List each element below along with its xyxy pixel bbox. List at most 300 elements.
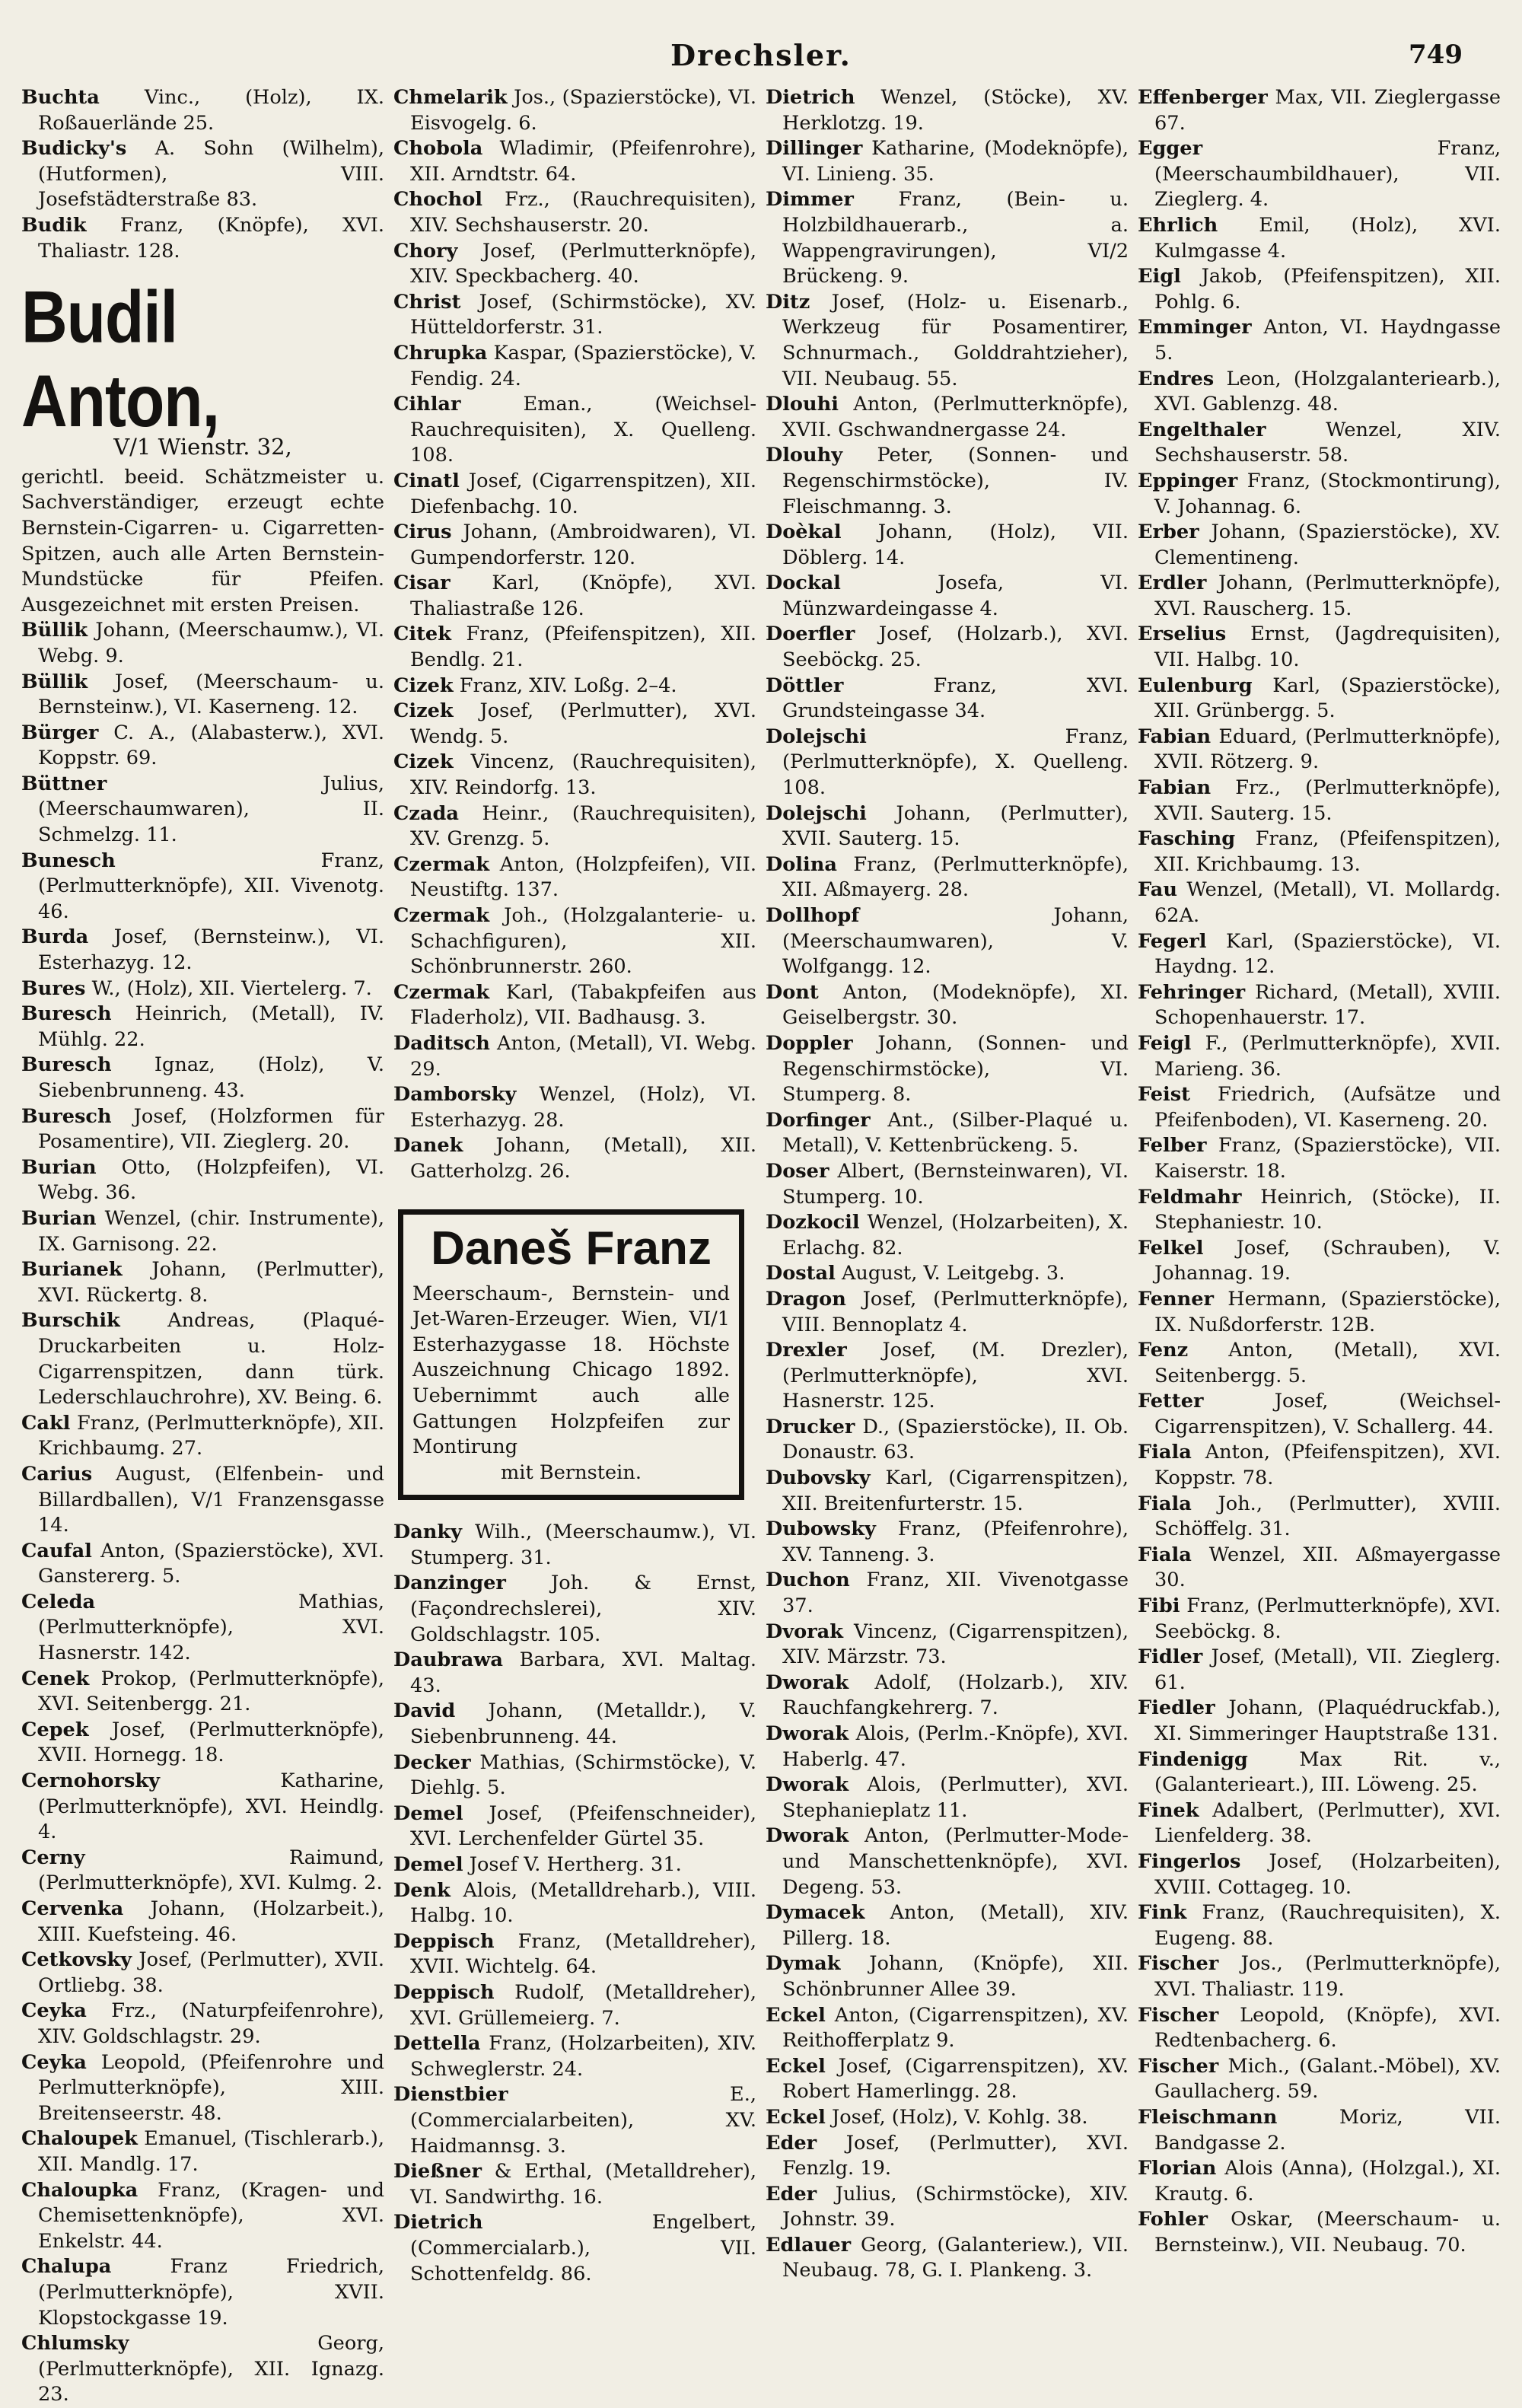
entry-details: Franz, (Pfeifenrohre), XV. Tanneng. 3. xyxy=(782,1518,1129,1566)
directory-entry xyxy=(21,2126,384,2177)
entry-details: Josefa, VI. Münzwardeingasse 4. xyxy=(782,572,1129,620)
entry-name: Ehrlich xyxy=(1138,213,1218,237)
entry-name: Buresch xyxy=(21,1053,112,1077)
directory-entry xyxy=(766,1287,1129,1338)
advertisement xyxy=(21,275,384,618)
entry-name: Eulenburg xyxy=(1138,674,1253,697)
entry-details: Johann, (Metall), XII. Gatterholzg. 26. xyxy=(410,1134,756,1183)
entry-details: Franz, (Holzarbeiten), XIV. Schweglerstr. 24. xyxy=(410,2032,756,2081)
entry-details: Anton, (Cigarrenspitzen), XV. Reithofferplatz 9. xyxy=(782,2003,1129,2053)
entry-details: Heinrich, (Stöcke), II. Stephaniestr. 10. xyxy=(1154,1185,1501,1234)
directory-entry xyxy=(766,1620,1129,1671)
entry-name: Fischer xyxy=(1138,2003,1219,2027)
entry-name: Eppinger xyxy=(1138,469,1238,492)
entry-details: Jos., (Spazierstöcke), VI. Eisvogelg. 6. xyxy=(410,86,756,135)
directory-entry xyxy=(393,85,756,136)
entry-details: Josef, (Metall), VII. Zieglerg. 61. xyxy=(1154,1645,1501,1694)
directory-entry xyxy=(1138,315,1501,366)
entry-name: Finek xyxy=(1138,1798,1199,1822)
entry-name: Engelthaler xyxy=(1138,418,1266,441)
entry-details: Anton, VI. Haydngasse 5. xyxy=(1154,316,1501,365)
entry-details: Frz., (Perlmutterknöpfe), XVII. Sauterg. 15. xyxy=(1154,776,1501,825)
entry-details: Josef, (Holzformen für Posamentire), VII. Zieglerg. 20. xyxy=(38,1104,384,1154)
entry-name: Czada xyxy=(393,801,459,825)
entry-name: Danky xyxy=(393,1521,462,1544)
entry-details: Raimund, (Perlmutterknöpfe), XVI. Kulmg. 2. xyxy=(38,1846,384,1895)
directory-entry xyxy=(1138,469,1501,520)
entry-name: Eckel xyxy=(766,2003,826,2027)
entry-details: Josef, (Meerschaum- u. Bernsteinw.), VI. Kaserneng. 12. xyxy=(38,670,384,719)
entry-name: Fenner xyxy=(1138,1287,1215,1311)
entry-details: Julius, (Schirmstöcke), XIV. Johnstr. 39. xyxy=(782,2182,1129,2231)
entry-name: Dorfinger xyxy=(766,1108,871,1132)
entry-details: Franz, (Meerschaumbildhauer), VII. Zieglerg. 4. xyxy=(1154,137,1501,212)
entry-details: Franz, (Pfeifenspitzen), XII. Bendlg. 21. xyxy=(410,623,757,672)
directory-entry xyxy=(393,1801,756,1852)
entry-name: Deppisch xyxy=(393,1929,495,1953)
directory-entry xyxy=(766,85,1129,136)
advertisement-box xyxy=(398,1209,744,1501)
directory-entry xyxy=(393,1571,756,1648)
entry-name: Dimmer xyxy=(766,188,854,212)
entry-name: Findenigg xyxy=(1138,1747,1248,1771)
entry-name: Eckel xyxy=(766,2054,826,2078)
entry-details: Vinc., (Holz), IX. Roßauerlände 25. xyxy=(38,86,384,135)
entry-details: Mich., (Galant.-Möbel), XV. Gaullacherg. 59. xyxy=(1154,2054,1501,2104)
directory-entry xyxy=(393,2210,756,2287)
entry-name: Endres xyxy=(1138,367,1215,390)
entry-name: Chaloupka xyxy=(21,2178,139,2202)
directory-entry xyxy=(393,903,756,980)
directory-entry xyxy=(1138,1951,1501,2002)
entry-details: C. A., (Alabasterw.), XVI. Koppstr. 69. xyxy=(38,721,384,770)
directory-entry xyxy=(393,699,756,750)
entry-name: Büllik xyxy=(21,670,88,693)
entry-name: Fiala xyxy=(1138,1441,1192,1464)
directory-entry xyxy=(393,341,756,392)
directory-entry xyxy=(1138,929,1501,980)
advertisement-address: V/1 Wienstr. 32, xyxy=(113,434,292,460)
entry-name: Eckel xyxy=(766,2105,826,2129)
directory-entry xyxy=(21,2331,384,2408)
directory-entry xyxy=(1138,136,1501,213)
entry-details: Franz, (Perlmutterknöpfe), XII. Aßmayerg. 28. xyxy=(782,852,1129,902)
entry-details: Ant., (Silber-Plaqué u. Metall), V. Kettenbrückeng. 5. xyxy=(782,1108,1129,1158)
entry-details: Josef, (Perlmutterknöpfe), VIII. Bennoplatz 4. xyxy=(782,1287,1129,1336)
entry-name: Feist xyxy=(1138,1083,1191,1107)
entry-details: Emanuel, (Tischlerarb.), XII. Mandlg. 17. xyxy=(38,2127,384,2176)
directory-entry xyxy=(1138,725,1501,776)
entry-name: Burian xyxy=(21,1206,97,1230)
entry-name: Dolejschi xyxy=(766,801,867,825)
entry-details: Karl, (Spazierstöcke), XII. Grünbergg. 5. xyxy=(1154,674,1501,723)
entry-details: Franz, XIV. Loßg. 2–4. xyxy=(459,674,677,697)
entry-details: Alois, (Perlmutter), XVI. Stephanieplatz 11. xyxy=(782,1773,1129,1822)
entry-details: Karl, (Tabakpfeifen aus Fladerholz), VII. Badhausg. 3. xyxy=(410,980,756,1030)
directory-entry xyxy=(1138,2156,1501,2207)
entry-details: Josef, (Perlmutter), XVII. Ortliebg. 38. xyxy=(38,1948,385,1997)
entry-name: Ceyka xyxy=(21,1999,87,2023)
entry-details: Albert, (Bernsteinwaren), VI. Stumperg. 10. xyxy=(782,1159,1129,1209)
entry-name: Doser xyxy=(766,1159,829,1183)
entry-details: Johann, (Holzarbeit.), XIII. Kuefsteing. 46. xyxy=(38,1897,384,1946)
directory-entry xyxy=(766,1159,1129,1210)
entry-name: Cernohorsky xyxy=(21,1769,160,1793)
directory-entry xyxy=(1138,1594,1501,1645)
entry-name: Cenek xyxy=(21,1667,90,1690)
entry-details: Johann, (Holz), VII. Döblerg. 14. xyxy=(782,521,1129,569)
directory-entry xyxy=(393,1082,756,1133)
directory-entry xyxy=(1138,776,1501,827)
directory-entry xyxy=(1138,571,1501,622)
entry-details: Johann, (Sonnen- und Regenschirmstöcke), VI. Stumperg. 8. xyxy=(782,1031,1129,1107)
entry-details: Otto, (Holzpfeifen), VI. Webg. 36. xyxy=(38,1155,385,1205)
entry-name: Feigl xyxy=(1138,1031,1192,1055)
entry-details: Anton, (Holzpfeifen), VII. Neustiftg. 137. xyxy=(410,852,756,902)
directory-entry xyxy=(1138,1440,1501,1491)
entry-name: Buresch xyxy=(21,1104,112,1128)
entry-name: Dollhopf xyxy=(766,904,860,927)
entry-details: Andreas, (Plaqué-Druckarbeiten u. Holz-Cigarrenspitzen, dann türk. Lederschlauchrohre), XV. Being. 6. xyxy=(38,1309,384,1409)
entry-name: Chmelarik xyxy=(393,86,508,109)
page-title: Drechsler. xyxy=(670,38,852,72)
directory-entry xyxy=(393,1648,756,1699)
directory-entry xyxy=(21,772,384,849)
directory-entry xyxy=(393,801,756,852)
entry-name: Fingerlos xyxy=(1138,1849,1241,1873)
directory-entry xyxy=(766,1824,1129,1900)
advertisement-name: Budil Anton, xyxy=(21,276,219,442)
directory-entry xyxy=(1138,1645,1501,1696)
directory-entry xyxy=(393,1520,756,1571)
directory-entry xyxy=(21,213,384,264)
entry-name: Dymacek xyxy=(766,1901,865,1925)
entry-name: Fetter xyxy=(1138,1390,1204,1413)
entry-name: Fiala xyxy=(1138,1543,1192,1566)
directory-entry xyxy=(766,187,1129,289)
entry-name: Bures xyxy=(21,976,86,1000)
entry-name: Buresch xyxy=(21,1002,112,1026)
entry-details: Johann, (Meerschaumw.), VI. Webg. 9. xyxy=(38,619,384,667)
directory-entry xyxy=(1138,1747,1501,1798)
entry-name: Fehringer xyxy=(1138,980,1246,1004)
entry-name: Chalupa xyxy=(21,2255,112,2279)
directory-entry xyxy=(766,1671,1129,1722)
entry-name: Dubovsky xyxy=(766,1467,871,1490)
directory-entry xyxy=(21,1053,384,1104)
entry-details: Josef, (Holzarb.), XVI. Seeböckg. 25. xyxy=(782,623,1129,672)
directory-entry xyxy=(21,2254,384,2331)
entry-name: Fohler xyxy=(1138,2208,1208,2231)
directory-entry xyxy=(1138,1900,1501,1951)
directory-entry xyxy=(393,520,756,571)
directory-entry xyxy=(1138,622,1501,673)
directory-entry xyxy=(21,1308,384,1410)
directory-entry xyxy=(21,721,384,772)
entry-details: Josef, (Bernsteinw.), VI. Esterhazyg. 12. xyxy=(38,925,384,975)
entry-name: Burda xyxy=(21,925,89,949)
directory-entry xyxy=(21,1206,384,1257)
entry-details: Franz, (Bein- u. Holzbildhauerarb., a. Wappengravirungen), VI/2 Brückeng. 9. xyxy=(782,188,1129,288)
entry-name: Cirus xyxy=(393,521,452,544)
directory-entry xyxy=(21,1948,384,1999)
entry-details: Anton, (Modeknöpfe), XI. Geiselbergstr. 30. xyxy=(782,980,1129,1030)
directory-entry xyxy=(393,1878,756,1929)
directory-entry xyxy=(21,670,384,721)
entry-name: Bürger xyxy=(21,721,99,744)
entry-details: Josef, (Holz- u. Eisenarb., Werkzeug für Posamentirer, Schnurmach., Golddrahtzieher), VII. Neubaug. 55. xyxy=(782,290,1129,390)
directory-entry xyxy=(1138,2054,1501,2105)
entry-name: Duchon xyxy=(766,1569,850,1592)
entry-name: Büllik xyxy=(21,619,88,642)
directory-entry xyxy=(393,2159,756,2210)
entry-name: Fabian xyxy=(1138,725,1212,748)
entry-details: Anton, (Metall), XIV. Pillerg. 18. xyxy=(782,1901,1129,1950)
advertisement-text: gerichtl. beeid. Schätzmeister u. Sachverständiger, erzeugt echte Bernstein-Cigarren- u. Cigarretten-Spitzen, auch alle Arten Bernstein-Mundstücke für Pfeifen. Ausgezeichnet mit ersten Preisen. xyxy=(21,465,384,616)
directory-column-4 xyxy=(1138,85,1501,2257)
entry-name: Eder xyxy=(766,2131,817,2155)
entry-name: Damborsky xyxy=(393,1083,517,1107)
entry-details: Kaspar, (Spazierstöcke), V. Fendig. 24. xyxy=(410,341,756,390)
entry-details: Alois (Anna), (Holzgal.), XI. Krautg. 6. xyxy=(1154,2157,1501,2206)
directory-entry xyxy=(21,1411,384,1462)
entry-name: Fidler xyxy=(1138,1645,1203,1669)
entry-name: Dubowsky xyxy=(766,1518,876,1541)
entry-name: Eigl xyxy=(1138,265,1181,288)
entry-name: Dworak xyxy=(766,1722,849,1745)
directory-entry xyxy=(1138,85,1501,136)
entry-name: Erdler xyxy=(1138,572,1207,595)
directory-entry xyxy=(1138,674,1501,725)
directory-entry xyxy=(21,1590,384,1667)
directory-entry xyxy=(766,2105,1129,2131)
directory-entry xyxy=(1138,980,1501,1031)
advertisement-text xyxy=(412,1282,730,1486)
directory-entry xyxy=(21,136,384,213)
directory-entry xyxy=(1138,1543,1501,1594)
entry-details: Franz, (Perlmutterknöpfe), XVI. Seeböckg. 8. xyxy=(1154,1594,1501,1643)
directory-entry xyxy=(766,2054,1129,2105)
entry-details: Jakob, (Pfeifenspitzen), XII. Pohlg. 6. xyxy=(1154,265,1501,314)
entry-details: Karl, (Knöpfe), XVI. Thaliastraße 126. xyxy=(410,572,756,620)
entry-details: Johann, (Ambroidwaren), VI. Gumpendorferstr. 120. xyxy=(410,521,756,569)
entry-name: Dolejschi xyxy=(766,725,867,748)
directory-entry xyxy=(21,2178,384,2255)
entry-name: Czermak xyxy=(393,980,490,1004)
entry-details: Franz, (Perlmutterknöpfe), XII. Vivenotg. 46. xyxy=(38,849,384,923)
directory-columns xyxy=(21,85,1501,2406)
directory-entry xyxy=(1138,1031,1501,1082)
entry-name: Demel xyxy=(393,1853,463,1876)
entry-details: Ernst, (Jagdrequisiten), VII. Halbg. 10. xyxy=(1154,623,1501,672)
entry-details: Franz, XVI. Grundsteingasse 34. xyxy=(782,674,1129,723)
entry-details: Franz, (Stockmontirung), V. Johannag. 6. xyxy=(1154,469,1501,518)
entry-name: Cetkovsky xyxy=(21,1948,132,1972)
entry-details: Josef, (Holzarbeiten), XVIII. Cottageg. 10. xyxy=(1154,1849,1501,1899)
directory-entry xyxy=(766,1031,1129,1108)
entry-name: Daubrawa xyxy=(393,1648,503,1672)
entry-name: Dworak xyxy=(766,1773,849,1797)
directory-entry xyxy=(393,1980,756,2031)
entry-details: Frz., (Rauchrequisiten), XIV. Sechshauserstr. 20. xyxy=(410,188,757,237)
entry-details: Anton, (Pfeifenspitzen), XVI. Koppstr. 78. xyxy=(1154,1441,1501,1490)
entry-details: Josef, (Perlmutterknöpfe), XIV. Speckbacherg. 40. xyxy=(410,239,756,288)
directory-entry xyxy=(1138,2105,1501,2156)
directory-entry xyxy=(1138,827,1501,878)
directory-entry xyxy=(766,674,1129,725)
entry-details: & Erthal, (Metalldreher), VI. Sandwirthg. 16. xyxy=(410,2160,756,2209)
entry-name: Cisar xyxy=(393,572,451,595)
entry-name: Caufal xyxy=(21,1539,92,1562)
entry-details: Hermann, (Spazierstöcke), IX. Nußdorferstr. 12B. xyxy=(1154,1287,1501,1336)
entry-details: Mathias, (Schirmstöcke), V. Diehlg. 5. xyxy=(410,1750,757,1800)
entry-details: W., (Holz), XII. Viertelerg. 7. xyxy=(91,976,372,1000)
entry-details: Franz, (Knöpfe), XVI. Thaliastr. 128. xyxy=(38,213,384,263)
directory-entry xyxy=(766,2003,1129,2054)
directory-entry xyxy=(21,1462,384,1539)
directory-entry xyxy=(766,2131,1129,2182)
entry-name: Cepek xyxy=(21,1718,89,1741)
directory-entry xyxy=(393,2082,756,2159)
entry-name: Chlumsky xyxy=(21,2332,129,2355)
advertisement-body: Meerschaum-, Bernstein- und Jet-Waren-Erzeuger. Wien, VI/1 Esterhazygasse 18. Höchste Auszeichnung Chicago 1892. Uebernimmt auch alle Gattungen Holzpfeifen zur Montirung xyxy=(412,1282,730,1459)
entry-name: Felkel xyxy=(1138,1236,1204,1260)
entry-name: Burschik xyxy=(21,1309,120,1333)
directory-entry xyxy=(393,750,756,801)
entry-name: Dolina xyxy=(766,852,837,876)
entry-details: Joh., (Perlmutter), XVIII. Schöffelg. 31. xyxy=(1154,1492,1501,1541)
entry-name: Dont xyxy=(766,980,819,1004)
directory-entry xyxy=(21,618,384,669)
entry-name: Deppisch xyxy=(393,1980,495,2004)
entry-details: Katharine, (Perlmutterknöpfe), XVI. Heindlg. 4. xyxy=(38,1769,384,1844)
entry-details: Prokop, (Perlmutterknöpfe), XVI. Seitenbergg. 21. xyxy=(38,1667,384,1716)
entry-name: Dietrich xyxy=(766,86,855,109)
directory-entry xyxy=(21,85,384,136)
entry-details: Josef, (Schrauben), V. Johannag. 19. xyxy=(1154,1236,1501,1285)
entry-details: Wenzel, XII. Aßmayergasse 30. xyxy=(1154,1543,1501,1592)
directory-entry xyxy=(1138,1133,1501,1184)
directory-entry xyxy=(766,1338,1129,1415)
entry-name: Cinatl xyxy=(393,469,460,492)
directory-entry xyxy=(21,849,384,925)
entry-details: Leon, (Holzgalanteriearb.), XVI. Gablenzg. 48. xyxy=(1154,367,1501,416)
directory-entry xyxy=(21,1769,384,1846)
entry-name: Chrupka xyxy=(393,341,488,365)
directory-entry xyxy=(1138,418,1501,469)
directory-entry xyxy=(766,1568,1129,1619)
entry-details: Josef, (Weichsel-Cigarrenspitzen), V. Schallerg. 44. xyxy=(1154,1390,1501,1438)
entry-name: Czermak xyxy=(393,904,490,927)
entry-name: Demel xyxy=(393,1801,463,1825)
directory-column-1 xyxy=(21,85,385,2406)
entry-details: Friedrich, (Aufsätze und Pfeifenboden), VI. Kaserneng. 20. xyxy=(1154,1083,1501,1132)
entry-name: Budicky's xyxy=(21,137,127,161)
entry-details: August, V. Leitgebg. 3. xyxy=(841,1262,1065,1285)
entry-details: Franz, (Pfeifenspitzen), XII. Krichbaumg. 13. xyxy=(1154,827,1501,876)
entry-name: Decker xyxy=(393,1750,471,1774)
entry-details: Josef, (Holz), V. Kohlg. 38. xyxy=(831,2105,1088,2129)
directory-entry xyxy=(393,469,756,520)
entry-details: Franz, (Spazierstöcke), VII. Kaiserstr. 18. xyxy=(1154,1134,1501,1183)
entry-name: Ceyka xyxy=(21,2050,87,2074)
entry-details: Wladimir, (Pfeifenrohre), XII. Arndtstr. 64. xyxy=(410,137,756,186)
entry-details: Max, VII. Zieglergasse 67. xyxy=(1154,86,1501,135)
entry-name: Chochol xyxy=(393,188,483,212)
directory-entry xyxy=(21,1846,384,1897)
entry-details: Anton, (Metall), XVI. Seitenbergg. 5. xyxy=(1154,1339,1501,1387)
entry-details: Josef, (Perlmutterknöpfe), XVII. Hornegg. 18. xyxy=(38,1718,384,1767)
entry-details: Josef, (M. Drezler), (Perlmutterknöpfe), XVI. Hasnerstr. 125. xyxy=(782,1339,1129,1413)
entry-name: Cihlar xyxy=(393,393,461,416)
entry-name: Czermak xyxy=(393,852,490,876)
entry-details: Heinr., (Rauchrequisiten), XV. Grenzg. 5. xyxy=(410,801,757,851)
directory-entry xyxy=(766,2182,1129,2233)
entry-details: Johann, (Perlmutter), XVI. Rückertg. 8. xyxy=(38,1258,384,1307)
directory-entry xyxy=(766,1261,1129,1287)
entry-name: Fleischmann xyxy=(1138,2105,1278,2129)
entry-details: Josef, (Pfeifenschneider), XVI. Lerchenfelder Gürtel 35. xyxy=(410,1801,757,1851)
entry-name: Dostal xyxy=(766,1262,836,1285)
entry-name: Fischer xyxy=(1138,1952,1219,1976)
entry-details: Anton, (Perlmutter-Mode- und Manschettenknöpfe), XVI. Degeng. 53. xyxy=(782,1824,1129,1899)
entry-details: Franz, (Kragen- und Chemisettenknöpfe), XVI. Enkelstr. 44. xyxy=(38,2178,384,2253)
entry-name: Dießner xyxy=(393,2160,482,2183)
entry-name: Dettella xyxy=(393,2032,481,2056)
entry-details: Josef, (Schirmstöcke), XV. Hütteldorferstr. 31. xyxy=(410,290,756,339)
entry-name: Büttner xyxy=(21,772,107,795)
entry-name: Carius xyxy=(21,1462,93,1486)
entry-details: Max Rit. v., (Galanterieart.), III. Löweng. 25. xyxy=(1154,1747,1501,1797)
entry-details: Johann, (Meerschaumwaren), V. Wolfgangg. 12. xyxy=(782,904,1129,979)
entry-details: Alois, (Perlm.-Knöpfe), XVI. Haberlg. 47. xyxy=(782,1722,1129,1771)
entry-details: D., (Spazierstöcke), II. Ob. Donaustr. 63. xyxy=(782,1415,1129,1464)
entry-details: Heinrich, (Metall), IV. Mühlg. 22. xyxy=(38,1002,385,1051)
entry-details: Anton, (Perlmutterknöpfe), XVII. Gschwandnergasse 24. xyxy=(782,393,1129,441)
directory-entry xyxy=(766,1210,1129,1261)
entry-name: Fasching xyxy=(1138,827,1236,851)
directory-entry xyxy=(393,852,756,903)
entry-details: Leopold, (Pfeifenrohre und Perlmutterknöpfe), XIII. Breitenseerstr. 48. xyxy=(38,2050,384,2125)
directory-entry xyxy=(21,1539,384,1590)
directory-entry xyxy=(766,801,1129,852)
entry-details: E., (Commercialarbeiten), XV. Haidmannsg. 3. xyxy=(410,2083,756,2158)
directory-entry xyxy=(766,622,1129,673)
entry-name: Dockal xyxy=(766,572,841,595)
entry-name: Cervenka xyxy=(21,1897,124,1920)
directory-entry xyxy=(21,1002,384,1053)
entry-name: Egger xyxy=(1138,137,1203,161)
entry-details: Joh. & Ernst, (Façondrechslerei), XIV. Goldschlagstr. 105. xyxy=(410,1572,757,1646)
entry-name: Chobola xyxy=(393,137,483,161)
directory-entry xyxy=(393,392,756,469)
entry-name: Doerfler xyxy=(766,623,855,646)
entry-details: Leopold, (Knöpfe), XVI. Redtenbacherg. 6. xyxy=(1154,2003,1501,2053)
entry-details: Wenzel, XIV. Sechshauserstr. 58. xyxy=(1154,418,1501,467)
entry-name: Erselius xyxy=(1138,623,1227,646)
directory-entry xyxy=(21,1897,384,1948)
entry-details: Joh., (Holzgalanterie- u. Schachfiguren), XII. Schönbrunnerstr. 260. xyxy=(410,904,756,979)
directory-entry xyxy=(766,136,1129,187)
directory-entry xyxy=(1138,1082,1501,1133)
entry-name: Bunesch xyxy=(21,849,116,872)
directory-entry xyxy=(1138,2003,1501,2054)
entry-details: Alois, (Metalldreharb.), VIII. Halbg. 10. xyxy=(410,1878,756,1928)
entry-name: Danek xyxy=(393,1134,463,1158)
directory-entry xyxy=(1138,213,1501,264)
entry-name: Ditz xyxy=(766,290,810,314)
directory-entry xyxy=(393,239,756,290)
